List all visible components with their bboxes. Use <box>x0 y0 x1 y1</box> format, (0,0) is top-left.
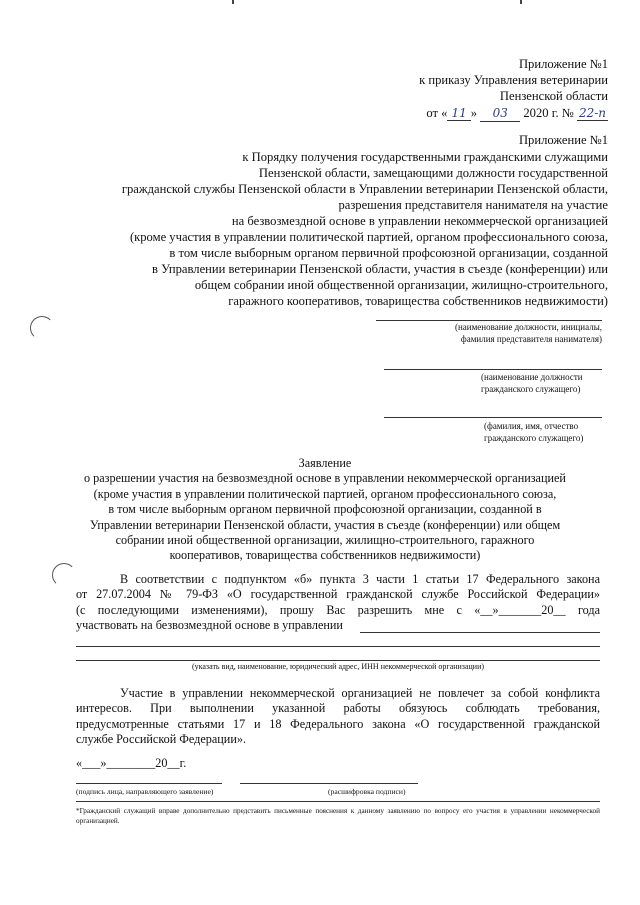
statement-line: о разрешении участия на безвозмездной основе в управлении некоммерческой организацией <box>84 471 566 486</box>
handwritten-month: 03 <box>480 105 520 122</box>
statement-line: (кроме участия в управлении политической партией, органом профессионального союза, <box>93 486 557 501</box>
statement-title: Заявление <box>298 456 352 470</box>
statement-block <box>40 456 610 564</box>
organization-input-line-1[interactable] <box>360 632 600 633</box>
employer-caption <box>362 321 602 345</box>
handwritten-order-number: 22-п <box>578 106 606 120</box>
body-line: Участие в управлении некоммерческой организацией не повлечет за собой конфликта <box>120 686 600 700</box>
caption-line: гражданского служащего) <box>481 384 581 394</box>
appendix2-line: в Управлении ветеринарии Пензенской области, участия в съезде (конференции) или <box>151 262 608 276</box>
appendix1-line: к приказу Управления ветеринарии <box>419 73 608 87</box>
statement-line: кооперативов, товарищества собственников недвижимости) <box>169 548 481 563</box>
scan-edge-mark-left <box>232 0 234 4</box>
caption-line: (наименование должности, инициалы, <box>454 322 602 332</box>
caption-line: фамилия представителя нанимателя) <box>460 334 602 344</box>
statement-line: Управлении ветеринарии Пензенской области, участия в съезде (конференции) или общем <box>89 517 561 532</box>
body-line: интересов. При выполнении указанной работы обязуюсь соблюдать требования, <box>76 701 600 716</box>
handwritten-day: 11 <box>447 106 470 121</box>
signature-date[interactable]: «___»________20__г. <box>76 756 187 770</box>
statement-line: в том числе выборным органом первичной профсоюзной организации, созданной в <box>108 502 542 517</box>
caption-line: (фамилия, имя, отчество <box>484 421 579 431</box>
organization-input-line-2[interactable] <box>76 646 600 647</box>
date-quote: » <box>470 106 478 120</box>
signature-caption: (подпись лица, направляющего заявление) <box>76 787 214 796</box>
body-paragraph-1 <box>76 572 600 634</box>
body-line: (с последующими изменениями), прошу Вас разрешить мне с «__»_______20__ года <box>76 602 600 617</box>
body-line: участвовать на безвозмездной основе в управлении <box>76 618 343 633</box>
punch-hole-mark-bottom <box>52 563 76 587</box>
name-caption <box>484 420 583 444</box>
date-prefix: от « <box>426 106 448 120</box>
body-line: от 27.07.2004 № 79-ФЗ «О государственной гражданской службе Российской Федерации» <box>76 587 600 602</box>
appendix2-line: гаражного кооперативов, товарищества собственников недвижимости) <box>228 294 608 308</box>
body-line: предусмотренные статьями 17 и 18 Федерального закона «О государственной гражданской <box>76 716 600 731</box>
body-line: В соответствии с подпунктом «б» пункта 3 части 1 статьи 17 Федерального закона <box>120 572 600 586</box>
name-input-line[interactable] <box>384 417 602 418</box>
decoding-caption: (расшифровка подписи) <box>328 787 406 796</box>
caption-line: гражданского служащего) <box>484 433 584 443</box>
footnote-divider <box>76 801 600 802</box>
appendix2-line: общем собрании иной общественной организации, жилищно-строительного, <box>194 278 608 292</box>
date-year-text: 2020 г. № <box>523 106 574 120</box>
appendix2-line: (кроме участия в управлении политической партией, органом профессионального союза, <box>129 230 608 244</box>
appendix2-line: в том числе выборным органом первичной профсоюзной организации, созданной <box>169 246 608 260</box>
appendix2-line: Пензенской области, замещающими должности государственной <box>258 166 608 180</box>
body-paragraph-2 <box>76 686 600 748</box>
position-input-line[interactable] <box>384 369 602 370</box>
appendix2-line: на безвозмездной основе в управлении некоммерческой организацией <box>231 214 608 228</box>
appendix1-line: Приложение №1 <box>518 57 608 71</box>
appendix1-line: Пензенской области <box>499 89 608 103</box>
appendix1-date-line <box>188 105 608 122</box>
punch-hole-mark-top <box>30 316 54 340</box>
decoding-input-line[interactable] <box>240 783 418 784</box>
caption-line: (наименование должности <box>481 372 583 382</box>
appendix2-title: Приложение №1 <box>518 133 608 147</box>
appendix1-header <box>188 56 608 122</box>
appendix2-line: разрешения представителя нанимателя на участие <box>338 198 608 212</box>
statement-line: собрании иной общественной организации, жилищно-строительного, гаражного <box>115 533 535 548</box>
signature-input-line[interactable] <box>76 783 222 784</box>
appendix2-line: к Порядку получения государственными гражданскими служащими <box>242 150 608 164</box>
body-line: службе Российской Федерации». <box>76 732 246 747</box>
scan-edge-mark-right <box>520 0 522 4</box>
appendix2-header <box>48 132 608 309</box>
position-caption <box>481 371 583 395</box>
organization-caption: (указать вид, наименование, юридический адрес, ИНН некоммерческой организации) <box>191 662 485 671</box>
appendix2-line: гражданской службы Пензенской области в Управлении ветеринарии Пензенской области, <box>121 182 608 196</box>
footnote-text: *Гражданский служащий вправе дополнительно представить письменные пояснения к данному заявлению по вопросу его участия в управлении некоммерческой организацией. <box>76 807 600 825</box>
